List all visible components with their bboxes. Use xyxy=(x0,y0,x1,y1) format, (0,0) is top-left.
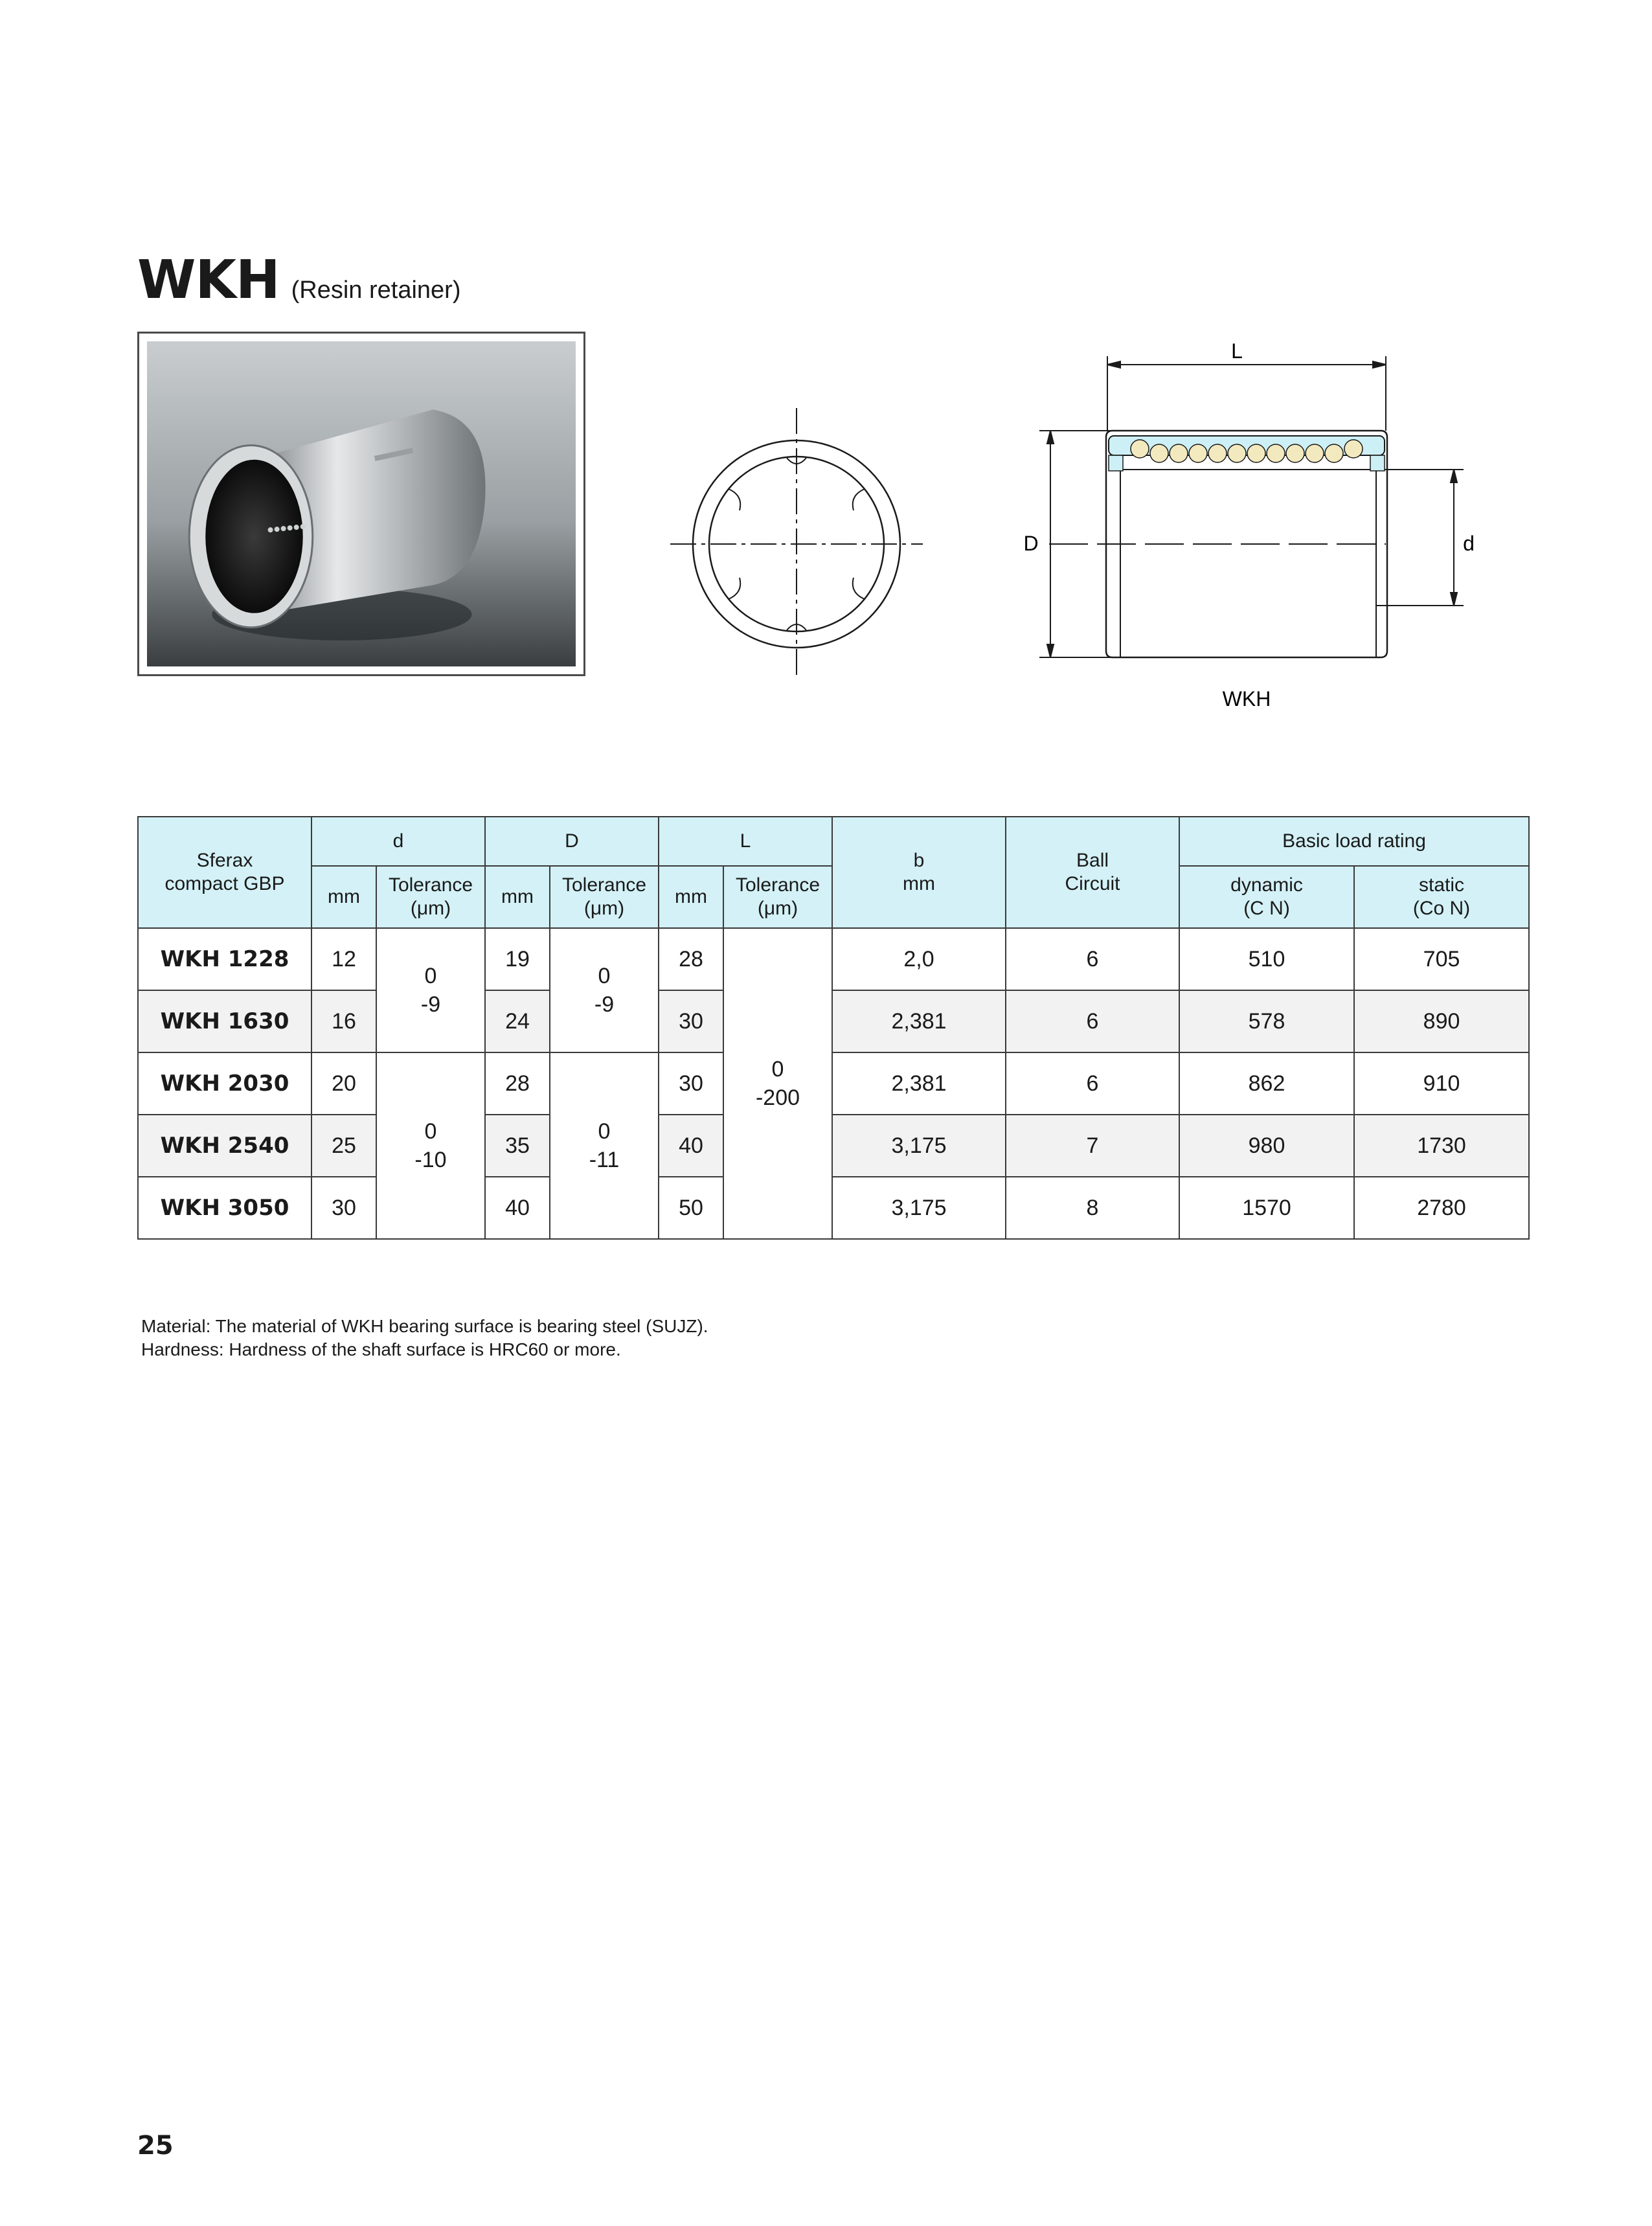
header-dynamic-label: dynamic xyxy=(1230,874,1303,896)
cell-b: 2,0 xyxy=(832,928,1006,990)
cell-ball-circuit: 6 xyxy=(1006,928,1179,990)
cell-static: 705 xyxy=(1354,928,1529,990)
cell-dynamic: 578 xyxy=(1179,990,1354,1052)
cell-static: 2780 xyxy=(1354,1177,1529,1239)
tolerance-upper: 0 xyxy=(424,964,437,988)
cell-b: 2,381 xyxy=(832,990,1006,1052)
header-L-tolerance-unit: (μm) xyxy=(757,898,798,919)
header-L: L xyxy=(659,817,832,866)
header-D-tolerance-unit: (μm) xyxy=(583,898,625,919)
note-hardness: Hardness: Hardness of the shaft surface is HRC60 or more. xyxy=(141,1339,621,1359)
page-title xyxy=(137,249,461,311)
tolerance-lower: -200 xyxy=(755,1085,800,1110)
cell-model: WKH 2030 xyxy=(138,1052,311,1115)
page-number: 25 xyxy=(137,2131,174,2161)
header-L-mm: mm xyxy=(659,866,723,928)
header-d: d xyxy=(311,817,485,866)
header-d-tolerance xyxy=(376,866,485,928)
cell-d-mm: 20 xyxy=(311,1052,376,1115)
cell-D-tolerance xyxy=(550,1052,659,1239)
end-view-diagram xyxy=(661,402,933,687)
cell-L-tolerance xyxy=(723,928,832,1239)
cell-D-mm: 19 xyxy=(485,928,550,990)
diagram-caption: WKH xyxy=(1222,687,1271,710)
title-main: WKH xyxy=(137,249,280,311)
cell-static: 1730 xyxy=(1354,1115,1529,1177)
cell-d-tolerance xyxy=(376,1052,485,1239)
tolerance-lower: -11 xyxy=(589,1148,620,1172)
header-d-tolerance-unit: (μm) xyxy=(410,898,451,919)
tolerance-lower: -9 xyxy=(594,992,615,1017)
header-d-tolerance-label: Tolerance xyxy=(388,874,473,896)
header-b-label: b xyxy=(913,850,925,871)
cell-D-mm: 40 xyxy=(485,1177,550,1239)
header-static xyxy=(1354,866,1529,928)
cell-L-mm: 28 xyxy=(659,928,723,990)
cell-L-mm: 40 xyxy=(659,1115,723,1177)
table-row xyxy=(138,990,1529,1052)
header-d-mm: mm xyxy=(311,866,376,928)
header-static-unit: (Co N) xyxy=(1412,898,1471,919)
header-L-tolerance-label: Tolerance xyxy=(735,874,820,896)
tolerance-lower: -9 xyxy=(420,992,441,1017)
header-static-label: static xyxy=(1419,874,1465,896)
cell-D-mm: 24 xyxy=(485,990,550,1052)
header-D-tolerance-label: Tolerance xyxy=(561,874,647,896)
tolerance-upper: 0 xyxy=(598,964,611,988)
section-view-diagram xyxy=(1023,334,1477,716)
cell-model: WKH 1630 xyxy=(138,990,311,1052)
cell-D-tolerance xyxy=(550,928,659,1052)
tolerance-upper: 0 xyxy=(598,1119,611,1144)
label-D: D xyxy=(1023,532,1039,555)
cell-dynamic: 1570 xyxy=(1179,1177,1354,1239)
header-b-unit: mm xyxy=(903,873,935,894)
bearing-photo-illustration xyxy=(147,341,576,666)
cell-static: 890 xyxy=(1354,990,1529,1052)
label-d: d xyxy=(1463,532,1475,555)
title-subtitle: (Resin retainer) xyxy=(291,277,461,304)
cell-model: WKH 3050 xyxy=(138,1177,311,1239)
cell-ball-circuit: 8 xyxy=(1006,1177,1179,1239)
cell-dynamic: 862 xyxy=(1179,1052,1354,1115)
label-L: L xyxy=(1231,339,1243,363)
cell-b: 2,381 xyxy=(832,1052,1006,1115)
cell-d-tolerance xyxy=(376,928,485,1052)
cell-d-mm: 16 xyxy=(311,990,376,1052)
header-D-mm: mm xyxy=(485,866,550,928)
header-ball-circuit: Ball Circuit xyxy=(1006,817,1179,928)
cell-ball-circuit: 6 xyxy=(1006,1052,1179,1115)
notes xyxy=(141,1315,708,1361)
header-D: D xyxy=(485,817,659,866)
table-row xyxy=(138,1115,1529,1177)
cell-L-mm: 50 xyxy=(659,1177,723,1239)
table-row xyxy=(138,1052,1529,1115)
cell-static: 910 xyxy=(1354,1052,1529,1115)
header-dynamic xyxy=(1179,866,1354,928)
cell-L-mm: 30 xyxy=(659,1052,723,1115)
tolerance-lower: -10 xyxy=(414,1148,447,1172)
cell-L-mm: 30 xyxy=(659,990,723,1052)
header-b xyxy=(832,817,1006,928)
header-basic-load-rating: Basic load rating xyxy=(1179,817,1529,866)
cell-dynamic: 510 xyxy=(1179,928,1354,990)
cell-dynamic: 980 xyxy=(1179,1115,1354,1177)
cell-d-mm: 12 xyxy=(311,928,376,990)
tolerance-upper: 0 xyxy=(424,1119,437,1144)
header-D-tolerance xyxy=(550,866,659,928)
cell-ball-circuit: 7 xyxy=(1006,1115,1179,1177)
table-row xyxy=(138,928,1529,990)
product-photo xyxy=(137,332,585,676)
cell-b: 3,175 xyxy=(832,1177,1006,1239)
cell-model: WKH 2540 xyxy=(138,1115,311,1177)
tolerance-upper: 0 xyxy=(771,1057,784,1082)
cell-D-mm: 28 xyxy=(485,1052,550,1115)
cell-d-mm: 30 xyxy=(311,1177,376,1239)
cell-model: WKH 1228 xyxy=(138,928,311,990)
header-dynamic-unit: (C N) xyxy=(1243,898,1290,919)
specification-table xyxy=(137,816,1530,1240)
cell-b: 3,175 xyxy=(832,1115,1006,1177)
cell-ball-circuit: 6 xyxy=(1006,990,1179,1052)
table-row xyxy=(138,1177,1529,1239)
note-material: Material: The material of WKH bearing surface is bearing steel (SUJZ). xyxy=(141,1316,708,1336)
cell-d-mm: 25 xyxy=(311,1115,376,1177)
header-L-tolerance xyxy=(723,866,832,928)
header-model: Sferax compact GBP xyxy=(138,817,311,928)
cell-D-mm: 35 xyxy=(485,1115,550,1177)
